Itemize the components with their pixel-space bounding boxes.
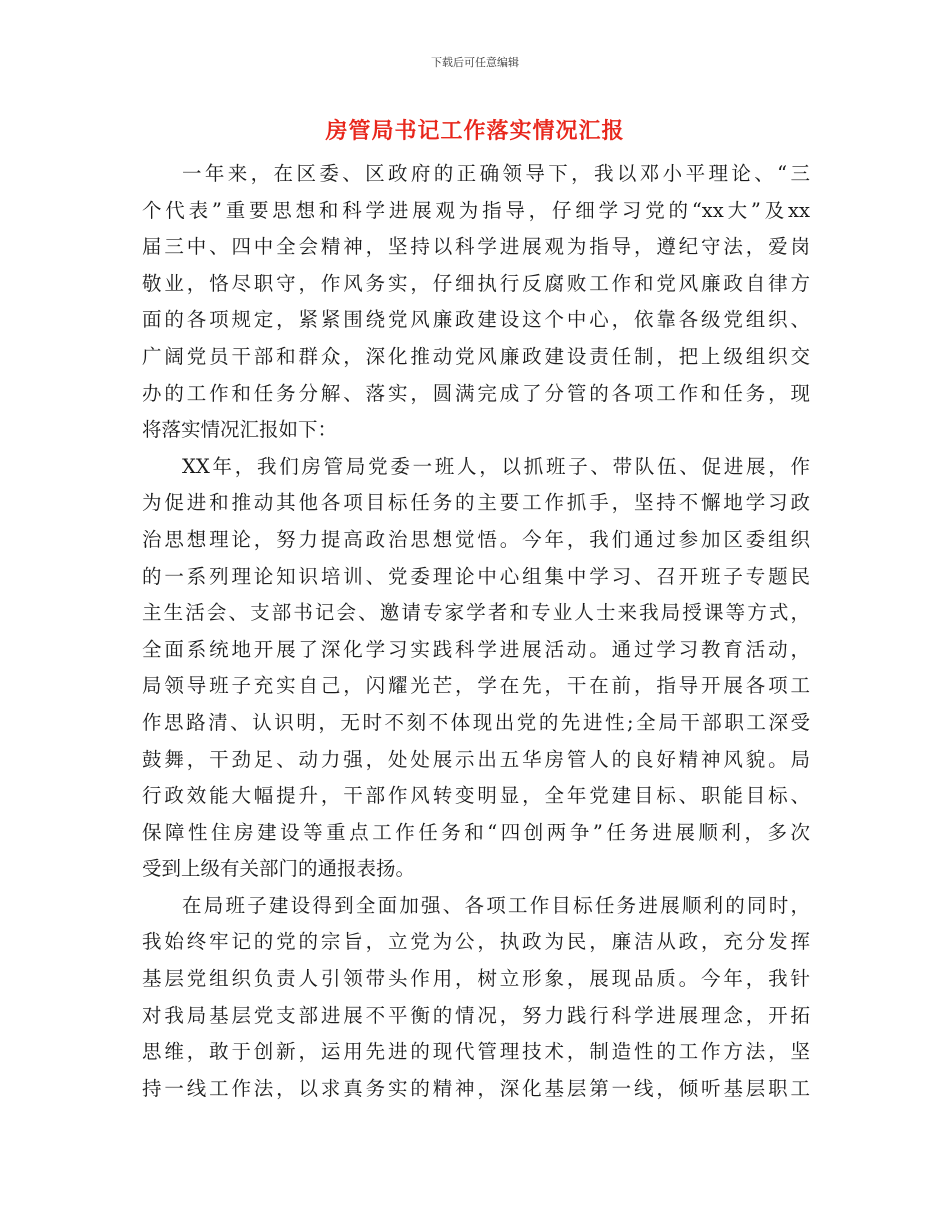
paragraph-line: 广阔党员干部和群众，深化推动党风廉政建设责任制，把上级组织交	[142, 344, 810, 368]
paragraph-line: 思维，敢于创新，运用先进的现代管理技术，制造性的工作方法，坚	[142, 1040, 810, 1064]
paragraph-line: 将落实情况汇报如下：	[142, 418, 338, 442]
paragraph-line: 主生活会、支部书记会、邀请专家学者和专业人士来我局授课等方式，	[142, 601, 810, 625]
paragraph-line: 我始终牢记的党的宗旨，立党为公，执政为民，廉洁从政，充分发挥	[142, 930, 810, 954]
paragraph-line: 在局班子建设得到全面加强、各项工作目标任务进展顺利的同时，	[182, 893, 810, 917]
paragraph-line: 治思想理论，努力提高政治思想觉悟。今年，我们通过参加区委组织	[142, 527, 810, 551]
paragraph-1	[142, 156, 810, 449]
paragraph-line: 一年来，在区委、区政府的正确领导下，我以邓小平理论、“三	[182, 162, 810, 185]
paragraph-line: 局领导班子充实自己，闪耀光芒，学在先，干在前，指导开展各项工	[142, 674, 810, 698]
paragraph-line: XX年，我们房管局党委一班人，以抓班子、带队伍、促进展，作	[182, 454, 810, 478]
paragraph-line: 保障性住房建设等重点工作任务和“四创两争”任务进展顺利，多次	[142, 820, 810, 844]
paragraph-line: 办的工作和任务分解、落实，圆满完成了分管的各项工作和任务，现	[142, 381, 810, 405]
paragraph-line: 鼓舞，干劲足、动力强，处处展示出五华房管人的良好精神风貌。局	[142, 747, 810, 771]
paragraph-line: 敬业，恪尽职守，作风务实，仔细执行反腐败工作和党风廉政自律方	[142, 271, 810, 295]
paragraph-line: 的一系列理论知识培训、党委理论中心组集中学习、召开班子专题民	[142, 564, 810, 588]
document-title: 房管局书记工作落实情况汇报	[325, 118, 625, 144]
paragraph-line: 个代表”重要思想和科学进展观为指导，仔细学习党的“xx大”及xx	[142, 198, 810, 222]
paragraph-line: 届三中、四中全会精神，坚持以科学进展观为指导，遵纪守法，爱岗	[142, 235, 810, 259]
paragraph-line: 面的各项规定，紧紧围绕党风廉政建设这个中心，依靠各级党组织、	[142, 308, 810, 332]
page-header: 下载后可任意编辑	[431, 56, 519, 69]
paragraph-line: 对我局基层党支部进展不平衡的情况，努力践行科学进展理念，开拓	[142, 1003, 810, 1027]
paragraph-line: 作思路清、认识明，无时不刻不体现出党的先进性;全局干部职工深受	[142, 710, 810, 734]
paragraph-line: 全面系统地开展了深化学习实践科学进展活动。通过学习教育活动，	[142, 637, 810, 661]
paragraph-line: 基层党组织负责人引领带头作用，树立形象，展现品质。今年，我针	[142, 967, 810, 991]
paragraph-line: 持一线工作法，以求真务实的精神，深化基层第一线，倾听基层职工	[142, 1076, 810, 1100]
document-body	[142, 156, 810, 1107]
paragraph-line: 受到上级有关部门的通报表扬。	[142, 857, 416, 881]
paragraph-2	[142, 449, 810, 888]
paragraph-line: 行政效能大幅提升，干部作风转变明显，全年党建目标、职能目标、	[142, 784, 810, 808]
paragraph-line: 为促进和推动其他各项目标任务的主要工作抓手，坚持不懈地学习政	[142, 491, 810, 515]
paragraph-3	[142, 888, 810, 1108]
